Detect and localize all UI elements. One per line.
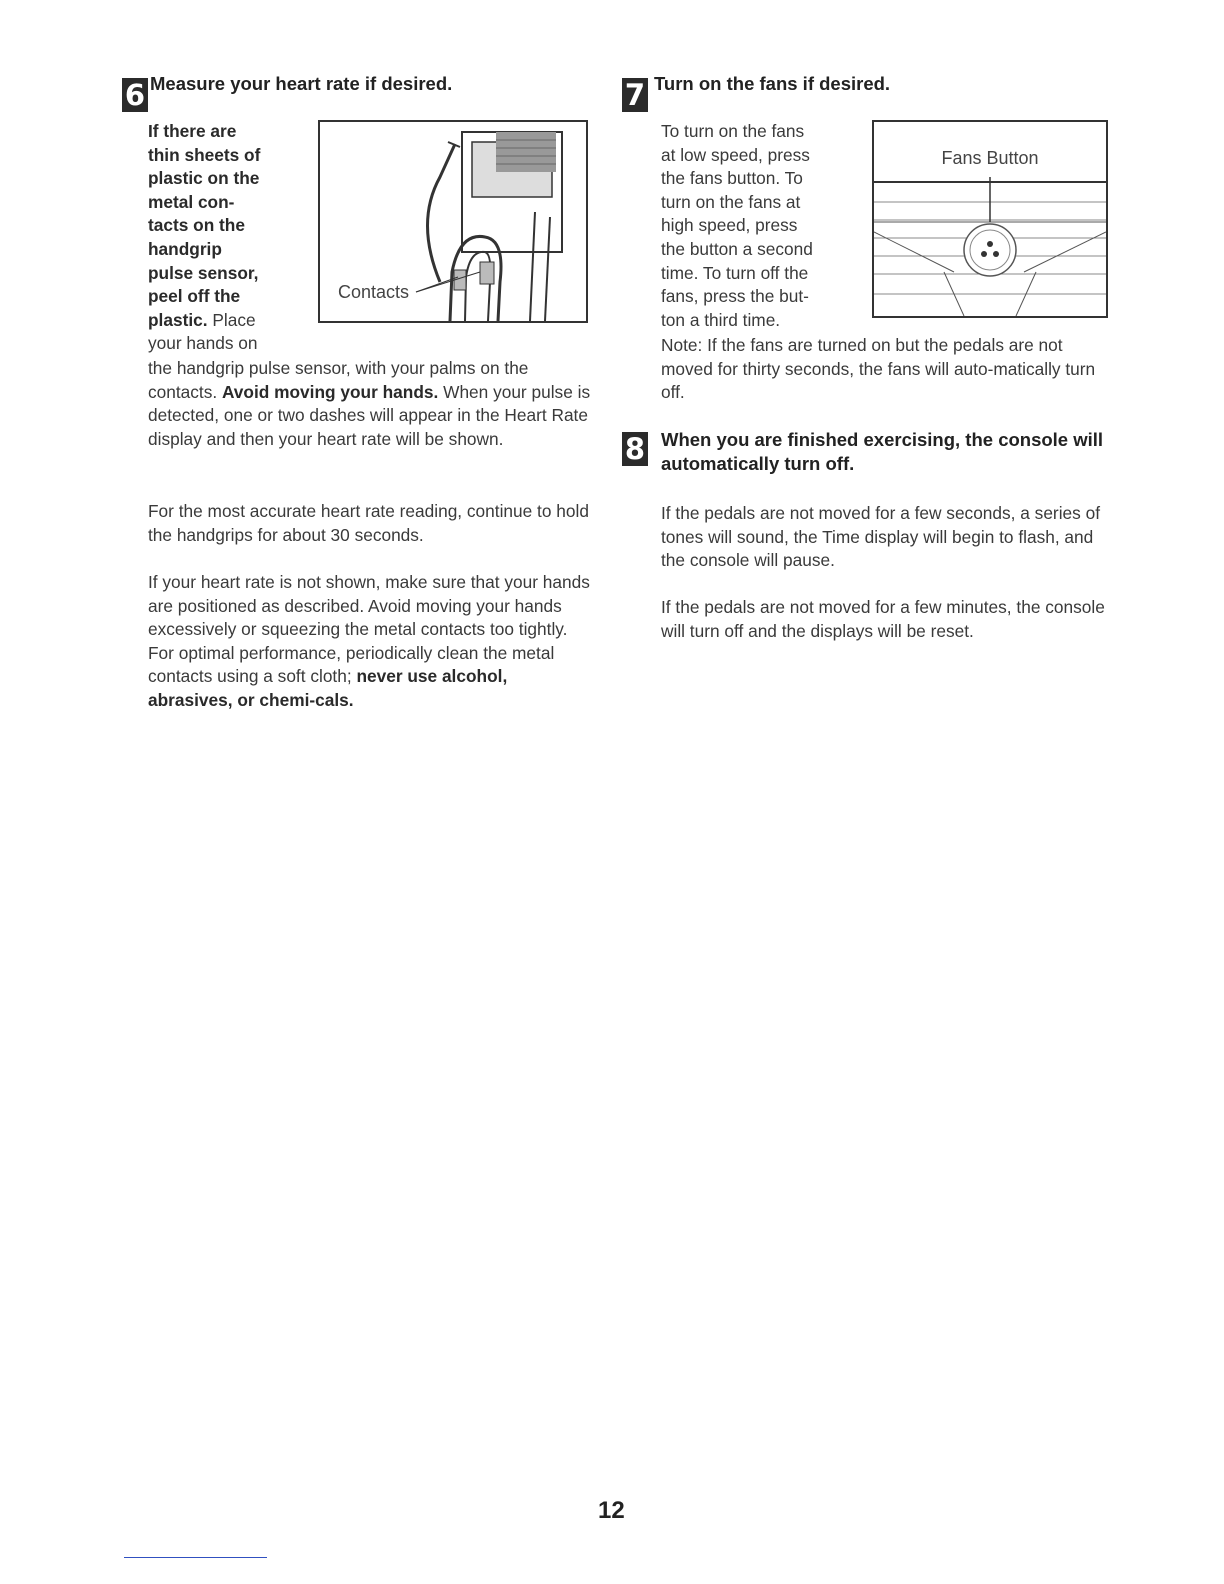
step-6-intro-bold: plastic. <box>148 309 208 330</box>
step-6-intro <box>148 120 318 356</box>
contacts-label: Contacts <box>338 282 410 302</box>
step-7-heading: Turn on the fans if desired. <box>654 73 891 94</box>
step-6-intro-line <box>148 309 318 333</box>
step-6-para1-text-a: the handgrip pulse sensor, with your palms on the contacts. <box>148 358 529 402</box>
handgrip-figure <box>318 120 588 323</box>
step-6-para3-text: If your heart rate is not shown, make sure that your hands are positioned as described. Avoid moving your hands excessively or squeezing the metal contacts too tightly. For optimal performance, periodically clean the metal contacts using a soft cloth; <box>148 572 590 687</box>
step-6-para3-bold: never use alcohol, abrasives, or chemi-cals. <box>148 666 508 710</box>
step-7-badge: 7 <box>622 78 648 112</box>
step-7-line: time. To turn off the <box>661 262 809 283</box>
step-6-para1-text-b: When your pulse is detected, one or two dashes will appear in the Heart Rate display and then your heart rate will be shown. <box>148 381 591 449</box>
step-6-intro-line: plastic on the <box>148 168 260 189</box>
step-6-intro-line: thin sheets of <box>148 144 261 165</box>
step-6-para1-bold: Avoid moving your hands. <box>221 381 439 402</box>
step-6-paragraph-1 <box>148 357 596 451</box>
step-6-paragraph-2: For the most accurate heart rate reading, continue to hold the handgrips for about 30 seconds. <box>148 501 589 545</box>
step-6-intro-line: metal con- <box>148 191 235 212</box>
footer-rule <box>124 1557 267 1558</box>
step-7-text <box>661 120 861 332</box>
step-6-intro-line: pulse sensor, <box>148 262 259 283</box>
step-6-heading: Measure your heart rate if desired. <box>150 73 453 94</box>
step-8-heading: When you are finished exercising, the console will automatically turn off. <box>661 429 1104 474</box>
step-6-intro-line: handgrip <box>148 238 222 259</box>
step-7-line: fans, press the but- <box>661 286 809 307</box>
step-6-badge: 6 <box>122 78 148 112</box>
step-7-line: turn on the fans at <box>661 191 801 212</box>
step-6-paragraph-3 <box>148 571 596 713</box>
step-7-note: Note: If the fans are turned on but the pedals are not moved for thirty seconds, the fans will auto-matically turn off. <box>661 335 1096 403</box>
fan-panel-illustration <box>874 122 1106 316</box>
step-6-intro-line: If there are <box>148 121 237 141</box>
step-7-line: the fans button. To <box>661 168 803 189</box>
step-6-intro-line: tacts on the <box>148 215 245 236</box>
step-7-line: To turn on the fans <box>661 121 805 141</box>
step-7-line: at low speed, press <box>661 144 810 165</box>
step-8-badge: 8 <box>622 432 648 466</box>
step-7-line: high speed, press <box>661 215 798 236</box>
step-7-line: ton a third time. <box>661 309 781 330</box>
step-8-paragraph-1: If the pedals are not moved for a few seconds, a series of tones will sound, the Time display will begin to flash, and the console will pause. <box>661 503 1100 571</box>
step-6-intro-line: peel off the <box>148 286 241 307</box>
step-7-line: the button a second <box>661 238 813 259</box>
step-6-intro-plain: Place <box>207 309 256 330</box>
step-6-intro-line: your hands on <box>148 333 258 354</box>
fans-button-label: Fans Button <box>941 148 1039 168</box>
page-number: 12 <box>598 1497 625 1524</box>
fans-figure <box>872 120 1108 318</box>
step-8-paragraph-2: If the pedals are not moved for a few minutes, the console will turn off and the displays will be reset. <box>661 597 1105 641</box>
